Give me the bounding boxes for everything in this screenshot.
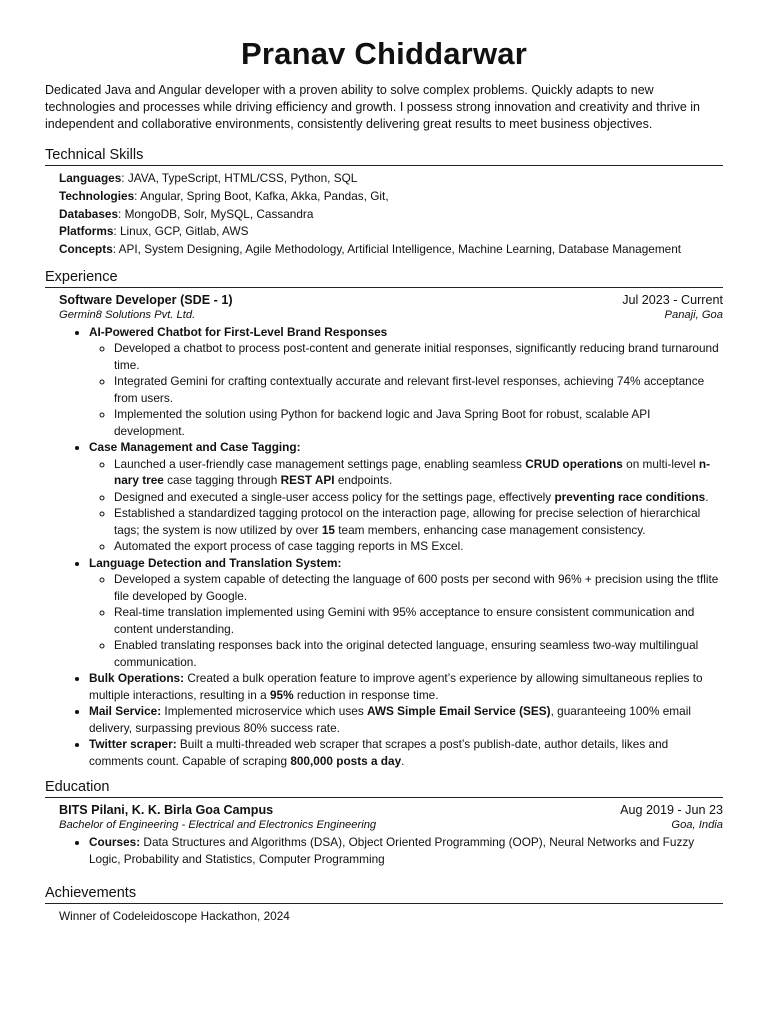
list-item: ◦ Developed a chatbot to process post-content and generate initial responses, significantly reducing brand turnaround time. bbox=[114, 340, 723, 373]
list-item: ◦ Real-time translation implemented using Gemini with 95% acceptance to ensure consistent communication and content understanding. bbox=[114, 604, 723, 637]
job-dates: Jul 2023 - Current bbox=[622, 292, 723, 307]
list-item: ◦ Developed a system capable of detecting the language of 600 posts per second with 96% + precision using the tflite file developed by Google. bbox=[114, 571, 723, 604]
job-entry bbox=[45, 292, 723, 770]
experience-section bbox=[45, 269, 723, 770]
school-name: BITS Pilani, K. K. Birla Goa Campus bbox=[59, 803, 274, 818]
list-item: ◦ Automated the export process of case tagging reports in MS Excel. bbox=[114, 538, 723, 555]
list-item: • Bulk Operations: Created a bulk operation feature to improve agent’s experience by allowing simultaneous replies to multiple interactions, resulting in a 95% reduction in response time. bbox=[89, 670, 723, 703]
list-item: • Case Management and Case Tagging: ◦ Launched a user-friendly case management settings page, enabling seamless CRUD operations on multi-level n-nary tree case tagging through REST API endpoints. ◦ Designed and executed a single-user access policy for the settings page, effectively preventing race conditions. ◦ Established a standardized tagging protocol on the interaction page, allowing for precise selection of hierarchical tags; the system is now utilized by over 15 team members, enhancing case management consistency. ◦ Automated the export process of case tagging reports in MS Excel. bbox=[89, 439, 723, 555]
job-location: Panaji, Goa bbox=[664, 308, 723, 321]
achievements-section bbox=[45, 885, 723, 925]
skill-concepts: Concepts: API, System Designing, Agile Methodology, Artificial Intelligence, Machine Learning, Database Management bbox=[59, 242, 682, 257]
education-entry bbox=[45, 802, 723, 867]
list-item: ◦ Enabled translating responses back into the original detected language, ensuring seamless two-way multilingual communication. bbox=[114, 637, 723, 670]
education-dates: Aug 2019 - Jun 23 bbox=[620, 803, 723, 818]
skills-section bbox=[45, 147, 723, 259]
list-item: ◦ Integrated Gemini for crafting contextually accurate and relevant first-level responses, achieving 74% acceptance from users. bbox=[114, 373, 723, 406]
list-item: ◦ Designed and executed a single-user access policy for the settings page, effectively preventing race conditions. bbox=[114, 489, 723, 506]
skill-technologies: Technologies: Angular, Spring Boot, Kafka, Akka, Pandas, Git, bbox=[59, 188, 389, 203]
section-title-education: Education bbox=[45, 779, 723, 798]
section-title-experience: Experience bbox=[45, 269, 723, 288]
list-item: • Twitter scraper: Built a multi-threaded web scraper that scrapes a post’s publish-date, author details, likes and comments count. Capable of scraping 800,000 posts a day. bbox=[89, 736, 723, 769]
achievement-item: Winner of Codeleidoscope Hackathon, 2024 bbox=[59, 909, 290, 924]
list-item: ◦ Launched a user-friendly case management settings page, enabling seamless CRUD operations on multi-level n-nary tree case tagging through REST API endpoints. bbox=[114, 456, 723, 489]
education-section bbox=[45, 779, 723, 867]
skill-databases: Databases: MongoDB, Solr, MySQL, Cassandra bbox=[59, 206, 314, 221]
skill-languages: Languages: JAVA, TypeScript, HTML/CSS, Python, SQL bbox=[59, 171, 358, 185]
list-item: • Mail Service: Implemented microservice which uses AWS Simple Email Service (SES), guaranteeing 100% email delivery, surpassing previous 80% success rate. bbox=[89, 703, 723, 736]
education-location: Goa, India bbox=[671, 819, 723, 832]
list-item: ◦ Established a standardized tagging protocol on the interaction page, allowing for precise selection of hierarchical tags; the system is now utilized by over 15 team members, enhancing case management consistency. bbox=[114, 505, 723, 538]
section-title-achievements: Achievements bbox=[45, 885, 723, 904]
list-item: ◦ Implemented the solution using Python for backend logic and Java Spring Boot for robust, scalable API development. bbox=[114, 406, 723, 439]
candidate-name: Pranav Chiddarwar bbox=[241, 36, 527, 71]
job-role: Software Developer (SDE - 1) bbox=[59, 292, 233, 307]
list-item: • AI-Powered Chatbot for First-Level Brand Responses ◦ Developed a chatbot to process post-content and generate initial responses, significantly reducing brand turnaround time. ◦ Integrated Gemini for crafting contextually accurate and relevant first-level responses, achieving 74% acceptance from users. ◦ Implemented the solution using Python for backend logic and Java Spring Boot for robust, scalable API development. bbox=[89, 324, 723, 440]
skill-platforms: Platforms: Linux, GCP, Gitlab, AWS bbox=[59, 224, 249, 239]
section-title-skills: Technical Skills bbox=[45, 147, 723, 166]
skills-list bbox=[45, 170, 723, 259]
list-item: • Language Detection and Translation System: ◦ Developed a system capable of detecting the language of 600 posts per second with 96% + precision using the tflite file developed by Google. ◦ Real-time translation implemented using Gemini with 95% acceptance to ensure consistent communication and content understanding. ◦ Enabled translating responses back into the original detected language, ensuring seamless two-way multilingual communication. bbox=[89, 555, 723, 671]
job-bullets bbox=[59, 324, 723, 770]
list-item: • Courses: Data Structures and Algorithms (DSA), Object Oriented Programming (OOP), Neural Networks and Fuzzy Logic, Probability and Statistics, Computer Programming bbox=[89, 834, 723, 867]
job-company: Germin8 Solutions Pvt. Ltd. bbox=[59, 308, 196, 321]
degree: Bachelor of Engineering - Electrical and Electronics Engineering bbox=[59, 819, 377, 832]
summary-paragraph: Dedicated Java and Angular developer with a proven ability to solve complex problems. Quickly adapts to new technologies and processes while driving efficiency and growth. I possess strong innovation and creativity and thrive in independent and collaborative environments, consistently delivering great results to meet business objectives. bbox=[45, 83, 700, 131]
